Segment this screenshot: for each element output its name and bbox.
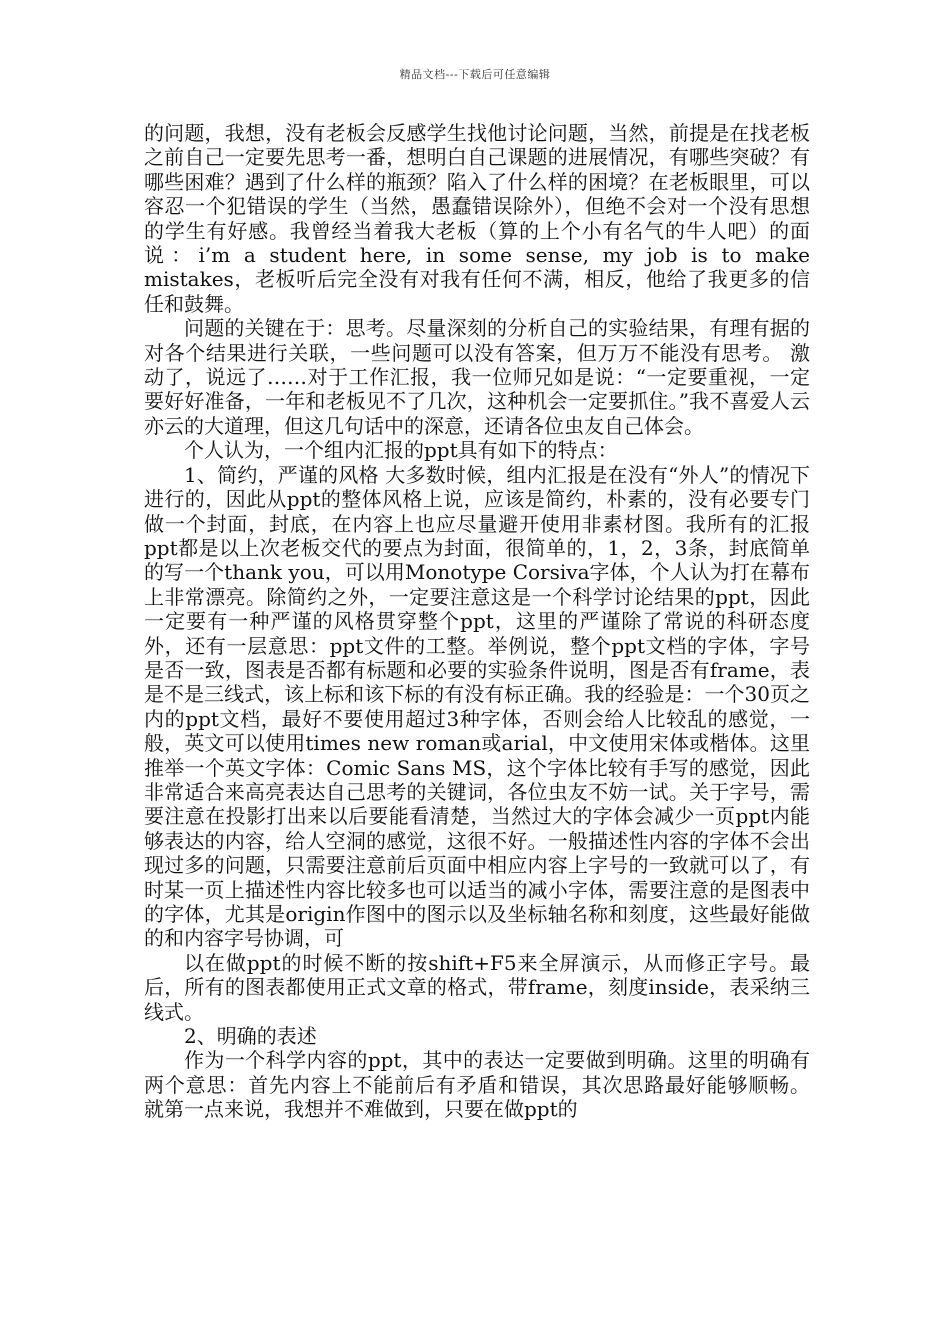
paragraph: 以在做ppt的时候不断的按shift+F5来全屏演示，从而修正字号。最后，所有的图表都使用正式文章的格式，带frame，刻度inside，表采纳三线式。: [144, 950, 810, 1024]
section-heading: 2、明确的表述: [184, 1024, 317, 1049]
document-body: [144, 121, 810, 1122]
paragraph: 个人认为，一个组内汇报的ppt具有如下的特点：: [184, 438, 618, 463]
paragraph: 问题的关键在于：思考。尽量深刻的分析自己的实验结果，有理有据的对各个结果进行关联，一些问题可以没有答案，但万万不能没有思考。 激动了，说远了……对于工作汇报，我一位师兄如是说：“一定要重视，一定要好好准备，一年和老板见不了几次，这种机会一定要抓住。”我不喜爱人云亦云的大道理，但这几句话中的深意，还请各位虫友自己体会。: [144, 316, 810, 438]
page-header: 精品文档---下载后可任意编辑: [399, 68, 551, 81]
paragraph: 1、简约，严谨的风格 大多数时候，组内汇报是在没有“外人”的情况下进行的，因此从ppt的整体风格上说，应该是简约，朴素的，没有必要专门做一个封面，封底，在内容上也应尽量避开使用非素材图。我所有的汇报ppt都是以上次老板交代的要点为封面，很简单的，1，2，3条，封底简单的写一个thank you，可以用Monotype Corsiva字体，个人认为打在幕布上非常漂亮。除简约之外，一定要注意这是一个科学讨论结果的ppt，因此一定要有一种严谨的风格贯穿整个ppt，这里的严谨除了常说的科研态度外，还有一层意思：ppt文件的工整。举例说，整个ppt文档的字体，字号是否一致，图表是否都有标题和必要的实验条件说明，图是否有frame，表是不是三线式，该上标和该下标的有没有标正确。我的经验是：一个30页之内的ppt文档，最好不要使用超过3种字体，否则会给人比较乱的感觉，一般，英文可以使用times new roman或arial，中文使用宋体或楷体。这里推举一个英文字体：Comic Sans MS，这个字体比较有手写的感觉，因此非常适合来高亮表达自己思考的关键词，各位虫友不妨一试。关于字号，需要注意在投影打出来以后要能看清楚，当然过大的字体会减少一页ppt内能够表达的内容，给人空洞的感觉，这很不好。一般描述性内容的字体不会出现过多的问题，只需要注意前后页面中相应内容上字号的一致就可以了，有时某一页上描述性内容比较多也可以适当的减小字体，需要注意的是图表中的字体，尤其是origin作图中的图示以及坐标轴名称和刻度，这些最好能做的和内容字号协调，可: [144, 462, 810, 951]
paragraph: 作为一个科学内容的ppt，其中的表达一定要做到明确。这里的明确有两个意思：首先内容上不能前后有矛盾和错误，其次思路最好能够顺畅。 就第一点来说，我想并不难做到，只要在做ppt的: [144, 1048, 810, 1122]
paragraph: 的问题，我想，没有老板会反感学生找他讨论问题，当然，前提是在找老板之前自己一定要先思考一番，想明白自己课题的进展情况，有哪些突破？有哪些困难？遇到了什么样的瓶颈？陷入了什么样的困境？在老板眼里，可以容忍一个犯错误的学生（当然，愚蠢错误除外），但绝不会对一个没有思想的学生有好感。我曾经当着我大老板（算的上个小有名气的牛人吧）的面说：i’m a student here, in some sense, my job is to make mistakes，老板听后完全没有对我有任何不满，相反，他给了我更多的信任和鼓舞。: [144, 121, 810, 316]
